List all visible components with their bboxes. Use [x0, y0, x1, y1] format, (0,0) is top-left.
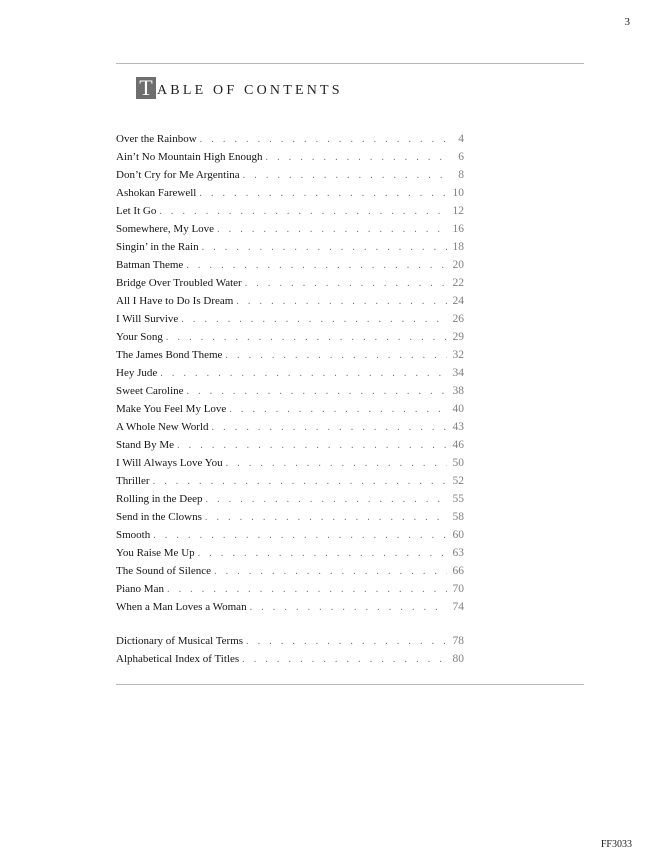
toc-entry-page: 4 — [458, 133, 464, 145]
toc-entry — [116, 346, 464, 364]
title-text: ABLE OF CONTENTS — [157, 83, 343, 98]
toc-entry-page: 50 — [452, 457, 464, 469]
toc-entry-page: 38 — [452, 385, 464, 397]
toc-entry-page: 74 — [452, 601, 464, 613]
dot-leader — [265, 149, 447, 167]
toc-entry — [116, 256, 464, 274]
toc-entry-title: Rolling in the Deep — [116, 493, 203, 505]
toc-entry-page: 32 — [452, 349, 464, 361]
toc-entry-title: Your Song — [116, 331, 163, 343]
toc-entry-page: 60 — [452, 529, 464, 541]
toc-entry-title: Batman Theme — [116, 259, 184, 271]
toc-entry-page: 22 — [452, 277, 464, 289]
toc-entry-page: 8 — [458, 169, 464, 181]
dot-leader — [159, 203, 447, 221]
dot-leader — [226, 455, 447, 473]
toc-entry-title: Smooth — [116, 529, 151, 541]
toc-appendix-list — [116, 632, 464, 668]
toc-entry — [116, 184, 464, 202]
dot-leader — [205, 509, 447, 527]
toc-entry-page: 24 — [452, 295, 464, 307]
toc-entry — [116, 418, 464, 436]
toc-entry-title: Ashokan Farewell — [116, 187, 197, 199]
toc-entry — [116, 472, 464, 490]
toc-entry-page: 70 — [452, 583, 464, 595]
toc-entry-title: Send in the Clowns — [116, 511, 202, 523]
toc-entry-title: I Will Survive — [116, 313, 179, 325]
dot-leader — [214, 563, 447, 581]
toc-entry-page: 43 — [452, 421, 464, 433]
toc-entry-title: Dictionary of Musical Terms — [116, 635, 244, 647]
toc-entry-page: 18 — [452, 241, 464, 253]
toc-entry-page: 29 — [452, 331, 464, 343]
dot-leader — [250, 599, 447, 617]
toc-entry — [116, 364, 464, 382]
toc-entry — [116, 148, 464, 166]
dot-leader — [217, 221, 447, 239]
dot-leader — [205, 491, 447, 509]
toc-entry-title: Ain’t No Mountain High Enough — [116, 151, 263, 163]
toc-list — [116, 130, 464, 616]
toc-entry-title: Bridge Over Troubled Water — [116, 277, 242, 289]
toc-entry-page: 6 — [458, 151, 464, 163]
toc-entry-title: Sweet Caroline — [116, 385, 184, 397]
toc-entry — [116, 632, 464, 650]
toc-entry-title: Singin’ in the Rain — [116, 241, 199, 253]
toc-entry — [116, 382, 464, 400]
toc-entry — [116, 130, 464, 148]
toc-entry-page: 40 — [452, 403, 464, 415]
dot-leader — [199, 185, 447, 203]
toc-entry — [116, 328, 464, 346]
dot-leader — [166, 329, 447, 347]
toc-entry-page: 55 — [452, 493, 464, 505]
toc-entry — [116, 562, 464, 580]
toc-entry — [116, 310, 464, 328]
toc-entry-title: Make You Feel My Love — [116, 403, 227, 415]
toc-entry — [116, 436, 464, 454]
toc-entry-title: Stand By Me — [116, 439, 175, 451]
toc-entry-page: 26 — [452, 313, 464, 325]
toc-entry-page: 20 — [452, 259, 464, 271]
dot-leader — [153, 473, 447, 491]
toc-entry — [116, 508, 464, 526]
toc-entry-title: The Sound of Silence — [116, 565, 212, 577]
toc-entry-title: Alphabetical Index of Titles — [116, 653, 240, 665]
dot-leader — [200, 131, 447, 149]
dot-leader — [181, 311, 447, 329]
toc-entry-page: 63 — [452, 547, 464, 559]
dot-leader — [243, 167, 447, 185]
dot-leader — [160, 365, 447, 383]
title-drop-cap: T — [136, 77, 156, 99]
dot-leader — [225, 347, 447, 365]
toc-entry-page: 16 — [452, 223, 464, 235]
toc-entry-page: 66 — [452, 565, 464, 577]
toc-entry-title: Let It Go — [116, 205, 157, 217]
dot-leader — [177, 437, 447, 455]
toc-entry-page: 58 — [452, 511, 464, 523]
toc-entry-page: 46 — [452, 439, 464, 451]
toc-entry — [116, 400, 464, 418]
toc-entry-title: A Whole New World — [116, 421, 209, 433]
toc-entry — [116, 650, 464, 668]
toc-entry-title: Over the Rainbow — [116, 133, 197, 145]
toc-entry-title: Piano Man — [116, 583, 164, 595]
toc-entry-page: 52 — [452, 475, 464, 487]
toc-entry — [116, 490, 464, 508]
bottom-divider — [116, 684, 584, 685]
catalog-code: FF3033 — [600, 839, 632, 850]
toc-entry-title: Somewhere, My Love — [116, 223, 215, 235]
toc-entry-title: Hey Jude — [116, 367, 158, 379]
toc-entry — [116, 238, 464, 256]
toc-entry-title: Thriller — [116, 475, 150, 487]
toc-entry-page: 78 — [452, 635, 464, 647]
page-number: 3 — [624, 16, 630, 28]
toc-entry — [116, 202, 464, 220]
toc-entry-title: Don’t Cry for Me Argentina — [116, 169, 240, 181]
toc-entry-page: 10 — [452, 187, 464, 199]
toc-entry-page: 34 — [452, 367, 464, 379]
toc-entry — [116, 454, 464, 472]
dot-leader — [153, 527, 447, 545]
dot-leader — [245, 275, 447, 293]
dot-leader — [186, 257, 447, 275]
toc-entry-title: When a Man Loves a Woman — [116, 601, 247, 613]
dot-leader — [187, 383, 447, 401]
toc-entry-page: 12 — [452, 205, 464, 217]
toc-entry — [116, 292, 464, 310]
dot-leader — [212, 419, 447, 437]
toc-entry-title: The James Bond Theme — [116, 349, 223, 361]
toc-entry-title: I Will Always Love You — [116, 457, 223, 469]
toc-entry — [116, 166, 464, 184]
dot-leader — [236, 293, 447, 311]
toc-entry — [116, 274, 464, 292]
toc-entry — [116, 544, 464, 562]
toc-entry-page: 80 — [452, 653, 464, 665]
toc-entry — [116, 220, 464, 238]
dot-leader — [242, 651, 447, 669]
toc-entry — [116, 598, 464, 616]
toc-entry — [116, 580, 464, 598]
dot-leader — [246, 633, 447, 651]
toc-entry-title: You Raise Me Up — [116, 547, 195, 559]
dot-leader — [202, 239, 447, 257]
dot-leader — [229, 401, 447, 419]
dot-leader — [198, 545, 447, 563]
dot-leader — [167, 581, 447, 599]
toc-entry — [116, 526, 464, 544]
toc-entry-title: All I Have to Do Is Dream — [116, 295, 234, 307]
page-title — [136, 77, 343, 99]
top-divider — [116, 63, 584, 64]
